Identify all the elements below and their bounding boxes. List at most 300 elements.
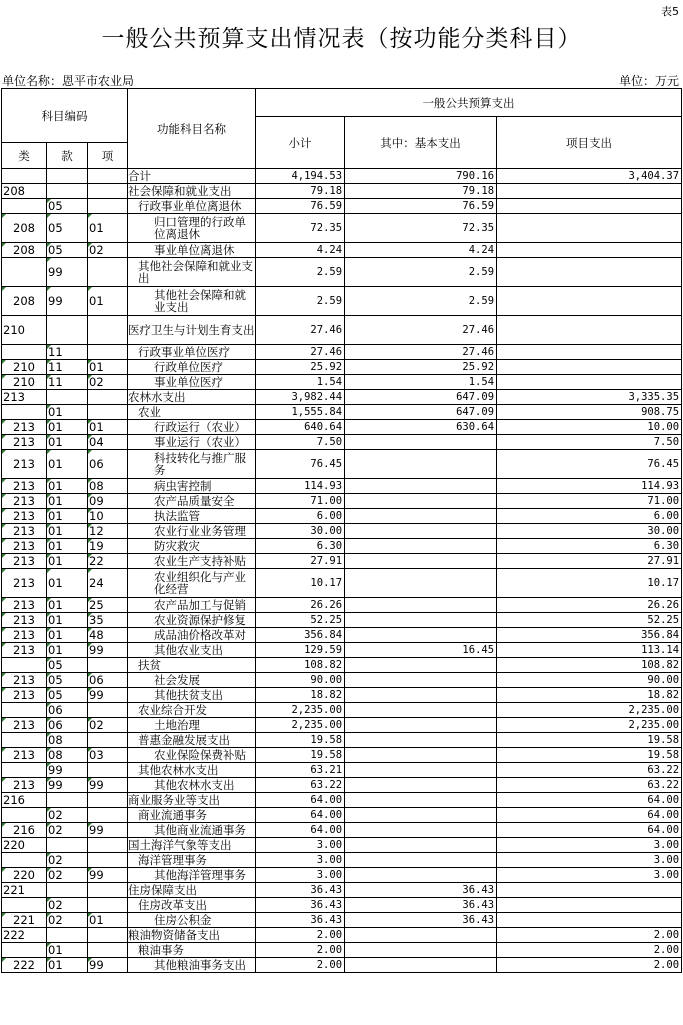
header-xiang: 项 <box>88 143 128 169</box>
cell-subtotal: 3.00 <box>256 853 345 868</box>
cell-kuan: 08 <box>47 748 88 763</box>
cell-basic: 79.18 <box>345 184 497 199</box>
cell-lei: 216 <box>2 793 47 808</box>
cell-xiang <box>88 199 128 214</box>
table-row <box>2 868 682 883</box>
cell-basic <box>345 479 497 494</box>
cell-subtotal: 63.21 <box>256 763 345 778</box>
cell-lei <box>2 943 47 958</box>
cell-kuan: 99 <box>47 287 88 316</box>
cell-kuan: 01 <box>47 958 88 973</box>
cell-kuan: 02 <box>47 823 88 838</box>
table-row <box>2 703 682 718</box>
cell-function-name: 农业保险保费补贴 <box>128 748 256 763</box>
table-body <box>2 169 682 973</box>
cell-basic: 2.59 <box>345 258 497 287</box>
cell-basic: 76.59 <box>345 199 497 214</box>
cell-project: 114.93 <box>497 479 682 494</box>
cell-lei: 213 <box>2 748 47 763</box>
cell-xiang <box>88 258 128 287</box>
cell-kuan: 05 <box>47 243 88 258</box>
cell-lei: 213 <box>2 718 47 733</box>
table-row <box>2 628 682 643</box>
budget-table <box>1 88 682 973</box>
cell-function-name: 其他扶贫支出 <box>128 688 256 703</box>
cell-function-name: 商业服务业等支出 <box>128 793 256 808</box>
cell-project: 52.25 <box>497 613 682 628</box>
cell-function-name: 农业行业业务管理 <box>128 524 256 539</box>
cell-project: 63.22 <box>497 778 682 793</box>
cell-function-name: 其他粮油事务支出 <box>128 958 256 973</box>
cell-xiang: 12 <box>88 524 128 539</box>
cell-kuan: 01 <box>47 494 88 509</box>
cell-kuan: 01 <box>47 405 88 420</box>
page-title: 一般公共预算支出情况表（按功能分类科目） <box>101 26 582 52</box>
cell-function-name: 行政单位医疗 <box>128 360 256 375</box>
cell-project: 2.00 <box>497 958 682 973</box>
cell-project <box>497 243 682 258</box>
cell-xiang <box>88 853 128 868</box>
cell-project: 64.00 <box>497 823 682 838</box>
cell-kuan: 01 <box>47 450 88 479</box>
cell-basic <box>345 808 497 823</box>
cell-function-name: 海洋管理事务 <box>128 853 256 868</box>
table-row <box>2 316 682 345</box>
table-row <box>2 554 682 569</box>
cell-basic <box>345 958 497 973</box>
cell-project <box>497 360 682 375</box>
cell-kuan <box>47 883 88 898</box>
cell-function-name: 执法监管 <box>128 509 256 524</box>
cell-basic <box>345 658 497 673</box>
cell-xiang <box>88 345 128 360</box>
cell-subtotal: 64.00 <box>256 793 345 808</box>
table-row <box>2 435 682 450</box>
cell-kuan: 06 <box>47 718 88 733</box>
table-row <box>2 748 682 763</box>
cell-basic: 36.43 <box>345 898 497 913</box>
cell-kuan: 05 <box>47 688 88 703</box>
cell-lei: 222 <box>2 928 47 943</box>
cell-xiang <box>88 169 128 184</box>
cell-xiang <box>88 733 128 748</box>
table-row <box>2 673 682 688</box>
cell-lei: 213 <box>2 673 47 688</box>
header-subtotal: 小计 <box>256 117 345 169</box>
cell-project: 113.14 <box>497 643 682 658</box>
cell-function-name: 事业单位离退休 <box>128 243 256 258</box>
table-row <box>2 479 682 494</box>
cell-function-name: 农业生产支持补贴 <box>128 554 256 569</box>
cell-kuan: 01 <box>47 539 88 554</box>
cell-basic <box>345 778 497 793</box>
table-row <box>2 509 682 524</box>
cell-basic <box>345 598 497 613</box>
cell-xiang <box>88 390 128 405</box>
cell-xiang <box>88 838 128 853</box>
cell-subtotal: 6.00 <box>256 509 345 524</box>
cell-project: 3.00 <box>497 853 682 868</box>
cell-xiang: 99 <box>88 778 128 793</box>
cell-function-name: 成品油价格改革对 <box>128 628 256 643</box>
cell-function-name: 其他商业流通事务 <box>128 823 256 838</box>
cell-kuan: 99 <box>47 258 88 287</box>
cell-project: 10.17 <box>497 569 682 598</box>
cell-lei <box>2 258 47 287</box>
table-row <box>2 853 682 868</box>
cell-project <box>497 287 682 316</box>
cell-basic: 4.24 <box>345 243 497 258</box>
cell-project: 2.00 <box>497 928 682 943</box>
cell-project: 2.00 <box>497 943 682 958</box>
cell-lei: 213 <box>2 390 47 405</box>
cell-subtotal: 19.58 <box>256 748 345 763</box>
table-row <box>2 913 682 928</box>
cell-xiang: 04 <box>88 435 128 450</box>
cell-basic <box>345 853 497 868</box>
cell-kuan: 08 <box>47 733 88 748</box>
cell-xiang: 06 <box>88 673 128 688</box>
cell-function-name: 粮油物资储备支出 <box>128 928 256 943</box>
cell-project <box>497 316 682 345</box>
cell-kuan: 11 <box>47 360 88 375</box>
cell-kuan <box>47 838 88 853</box>
table-row <box>2 184 682 199</box>
cell-xiang: 99 <box>88 958 128 973</box>
cell-function-name: 社会发展 <box>128 673 256 688</box>
cell-function-name: 其他农业支出 <box>128 643 256 658</box>
cell-project: 27.91 <box>497 554 682 569</box>
cell-xiang: 01 <box>88 287 128 316</box>
cell-lei: 222 <box>2 958 47 973</box>
cell-project: 18.82 <box>497 688 682 703</box>
cell-xiang <box>88 658 128 673</box>
cell-kuan <box>47 169 88 184</box>
cell-function-name: 其他社会保障和就业支出 <box>128 287 256 316</box>
cell-basic: 25.92 <box>345 360 497 375</box>
cell-basic: 36.43 <box>345 913 497 928</box>
cell-subtotal: 4,194.53 <box>256 169 345 184</box>
cell-xiang <box>88 184 128 199</box>
header-name: 功能科目名称 <box>128 89 256 169</box>
table-row <box>2 823 682 838</box>
cell-subtotal: 79.18 <box>256 184 345 199</box>
cell-project: 64.00 <box>497 808 682 823</box>
cell-subtotal: 3.00 <box>256 868 345 883</box>
cell-lei <box>2 169 47 184</box>
cell-subtotal: 2,235.00 <box>256 703 345 718</box>
cell-kuan: 02 <box>47 913 88 928</box>
cell-basic <box>345 748 497 763</box>
table-row <box>2 688 682 703</box>
cell-function-name: 其他农林水支出 <box>128 778 256 793</box>
cell-function-name: 病虫害控制 <box>128 479 256 494</box>
cell-project <box>497 214 682 243</box>
cell-xiang <box>88 883 128 898</box>
cell-lei: 213 <box>2 778 47 793</box>
cell-xiang: 99 <box>88 823 128 838</box>
cell-project: 3.00 <box>497 868 682 883</box>
cell-basic <box>345 554 497 569</box>
cell-basic: 647.09 <box>345 405 497 420</box>
unit-label: 单位：万元 <box>618 74 679 88</box>
cell-lei: 208 <box>2 184 47 199</box>
cell-lei: 213 <box>2 509 47 524</box>
table-row <box>2 420 682 435</box>
cell-function-name: 农业组织化与产业化经营 <box>128 569 256 598</box>
cell-lei: 213 <box>2 539 47 554</box>
cell-lei <box>2 808 47 823</box>
cell-lei: 208 <box>2 214 47 243</box>
cell-subtotal: 3,982.44 <box>256 390 345 405</box>
cell-basic <box>345 673 497 688</box>
cell-project: 3,404.37 <box>497 169 682 184</box>
cell-basic <box>345 688 497 703</box>
cell-basic <box>345 628 497 643</box>
cell-subtotal: 108.82 <box>256 658 345 673</box>
table-row <box>2 345 682 360</box>
cell-basic <box>345 524 497 539</box>
cell-function-name: 住房保障支出 <box>128 883 256 898</box>
header-lei: 类 <box>2 143 47 169</box>
cell-subtotal: 4.24 <box>256 243 345 258</box>
sheet-number: 表5 <box>661 5 679 18</box>
cell-xiang: 24 <box>88 569 128 598</box>
table-row <box>2 287 682 316</box>
cell-kuan: 01 <box>47 509 88 524</box>
cell-basic <box>345 823 497 838</box>
cell-subtotal: 30.00 <box>256 524 345 539</box>
cell-subtotal: 27.46 <box>256 316 345 345</box>
cell-basic <box>345 494 497 509</box>
cell-lei: 213 <box>2 450 47 479</box>
cell-lei: 210 <box>2 360 47 375</box>
cell-lei: 208 <box>2 243 47 258</box>
cell-xiang <box>88 928 128 943</box>
cell-subtotal: 3.00 <box>256 838 345 853</box>
cell-subtotal: 10.17 <box>256 569 345 598</box>
cell-kuan: 06 <box>47 703 88 718</box>
cell-lei: 220 <box>2 838 47 853</box>
cell-xiang <box>88 763 128 778</box>
table-row <box>2 898 682 913</box>
cell-project: 64.00 <box>497 793 682 808</box>
cell-function-name: 农业 <box>128 405 256 420</box>
table-row <box>2 718 682 733</box>
cell-lei: 221 <box>2 913 47 928</box>
cell-subtotal: 640.64 <box>256 420 345 435</box>
cell-project: 3.00 <box>497 838 682 853</box>
cell-subtotal: 76.45 <box>256 450 345 479</box>
cell-xiang: 02 <box>88 243 128 258</box>
cell-function-name: 国土海洋气象等支出 <box>128 838 256 853</box>
cell-kuan: 05 <box>47 658 88 673</box>
cell-xiang <box>88 898 128 913</box>
cell-function-name: 农业资源保护修复 <box>128 613 256 628</box>
cell-basic: 27.46 <box>345 316 497 345</box>
cell-function-name: 其他农林水支出 <box>128 763 256 778</box>
cell-kuan: 01 <box>47 554 88 569</box>
cell-project: 7.50 <box>497 435 682 450</box>
table-row <box>2 199 682 214</box>
header-basic: 其中：基本支出 <box>345 117 497 169</box>
cell-kuan: 01 <box>47 628 88 643</box>
cell-xiang: 01 <box>88 420 128 435</box>
table-row <box>2 360 682 375</box>
cell-lei <box>2 703 47 718</box>
cell-function-name: 商业流通事务 <box>128 808 256 823</box>
cell-project: 90.00 <box>497 673 682 688</box>
cell-subtotal: 2.00 <box>256 943 345 958</box>
cell-basic <box>345 539 497 554</box>
cell-kuan: 99 <box>47 778 88 793</box>
cell-xiang: 22 <box>88 554 128 569</box>
header-code-group: 科目编码 <box>2 89 128 143</box>
table-row <box>2 258 682 287</box>
cell-function-name: 普惠金融发展支出 <box>128 733 256 748</box>
cell-kuan: 01 <box>47 435 88 450</box>
cell-lei <box>2 733 47 748</box>
cell-kuan: 02 <box>47 853 88 868</box>
cell-kuan: 05 <box>47 199 88 214</box>
cell-kuan: 01 <box>47 420 88 435</box>
cell-basic: 36.43 <box>345 883 497 898</box>
table-row <box>2 643 682 658</box>
cell-basic: 1.54 <box>345 375 497 390</box>
table-row <box>2 539 682 554</box>
cell-function-name: 土地治理 <box>128 718 256 733</box>
cell-kuan: 01 <box>47 943 88 958</box>
cell-basic <box>345 928 497 943</box>
cell-xiang: 09 <box>88 494 128 509</box>
cell-xiang: 02 <box>88 718 128 733</box>
table-row <box>2 928 682 943</box>
cell-basic <box>345 718 497 733</box>
cell-project: 63.22 <box>497 763 682 778</box>
cell-lei: 213 <box>2 643 47 658</box>
cell-project <box>497 898 682 913</box>
cell-basic: 630.64 <box>345 420 497 435</box>
cell-subtotal: 25.92 <box>256 360 345 375</box>
table-row <box>2 494 682 509</box>
cell-subtotal: 7.50 <box>256 435 345 450</box>
cell-kuan: 01 <box>47 613 88 628</box>
cell-project <box>497 345 682 360</box>
cell-basic <box>345 509 497 524</box>
cell-kuan: 11 <box>47 375 88 390</box>
cell-function-name: 农产品质量安全 <box>128 494 256 509</box>
cell-lei <box>2 199 47 214</box>
cell-function-name: 住房改革支出 <box>128 898 256 913</box>
cell-kuan: 99 <box>47 763 88 778</box>
cell-xiang: 19 <box>88 539 128 554</box>
cell-lei <box>2 345 47 360</box>
cell-lei: 213 <box>2 479 47 494</box>
cell-subtotal: 36.43 <box>256 883 345 898</box>
cell-xiang: 99 <box>88 688 128 703</box>
cell-xiang: 03 <box>88 748 128 763</box>
table-row <box>2 598 682 613</box>
cell-xiang <box>88 943 128 958</box>
cell-subtotal: 18.82 <box>256 688 345 703</box>
cell-function-name: 医疗卫生与计划生育支出 <box>128 316 256 345</box>
cell-project: 71.00 <box>497 494 682 509</box>
cell-project <box>497 883 682 898</box>
table-row <box>2 390 682 405</box>
cell-project: 2,235.00 <box>497 718 682 733</box>
cell-kuan: 01 <box>47 524 88 539</box>
cell-xiang: 35 <box>88 613 128 628</box>
cell-function-name: 行政运行（农业） <box>128 420 256 435</box>
cell-lei: 220 <box>2 868 47 883</box>
table-row <box>2 958 682 973</box>
cell-xiang: 99 <box>88 643 128 658</box>
cell-subtotal: 129.59 <box>256 643 345 658</box>
cell-project: 356.84 <box>497 628 682 643</box>
cell-xiang: 25 <box>88 598 128 613</box>
header-budget-group: 一般公共预算支出 <box>256 89 682 117</box>
cell-function-name: 行政事业单位离退休 <box>128 199 256 214</box>
cell-function-name: 其他社会保障和就业支出 <box>128 258 256 287</box>
cell-kuan: 02 <box>47 868 88 883</box>
cell-kuan <box>47 184 88 199</box>
cell-function-name: 其他海洋管理事务 <box>128 868 256 883</box>
cell-subtotal: 19.58 <box>256 733 345 748</box>
cell-kuan: 01 <box>47 479 88 494</box>
table-row <box>2 569 682 598</box>
cell-function-name: 行政事业单位医疗 <box>128 345 256 360</box>
cell-basic <box>345 733 497 748</box>
table-row <box>2 883 682 898</box>
cell-kuan <box>47 390 88 405</box>
cell-basic: 647.09 <box>345 390 497 405</box>
cell-project: 30.00 <box>497 524 682 539</box>
cell-xiang: 08 <box>88 479 128 494</box>
cell-basic: 790.16 <box>345 169 497 184</box>
cell-basic: 27.46 <box>345 345 497 360</box>
cell-subtotal: 63.22 <box>256 778 345 793</box>
cell-project: 19.58 <box>497 748 682 763</box>
cell-project <box>497 184 682 199</box>
cell-xiang: 99 <box>88 868 128 883</box>
header-project: 项目支出 <box>497 117 682 169</box>
table-row <box>2 793 682 808</box>
cell-function-name: 科技转化与推广服务 <box>128 450 256 479</box>
table-row <box>2 943 682 958</box>
cell-xiang: 10 <box>88 509 128 524</box>
cell-subtotal: 356.84 <box>256 628 345 643</box>
cell-kuan: 02 <box>47 898 88 913</box>
cell-subtotal: 64.00 <box>256 808 345 823</box>
cell-xiang <box>88 703 128 718</box>
cell-subtotal: 114.93 <box>256 479 345 494</box>
table-row <box>2 405 682 420</box>
cell-xiang: 48 <box>88 628 128 643</box>
cell-subtotal: 76.59 <box>256 199 345 214</box>
cell-function-name: 住房公积金 <box>128 913 256 928</box>
cell-kuan <box>47 928 88 943</box>
cell-function-name: 归口管理的行政单位离退休 <box>128 214 256 243</box>
cell-lei: 210 <box>2 375 47 390</box>
cell-project: 10.00 <box>497 420 682 435</box>
cell-kuan: 05 <box>47 214 88 243</box>
cell-xiang <box>88 316 128 345</box>
table-row <box>2 214 682 243</box>
cell-xiang: 01 <box>88 360 128 375</box>
cell-function-name: 农林水支出 <box>128 390 256 405</box>
cell-subtotal: 26.26 <box>256 598 345 613</box>
cell-project: 76.45 <box>497 450 682 479</box>
